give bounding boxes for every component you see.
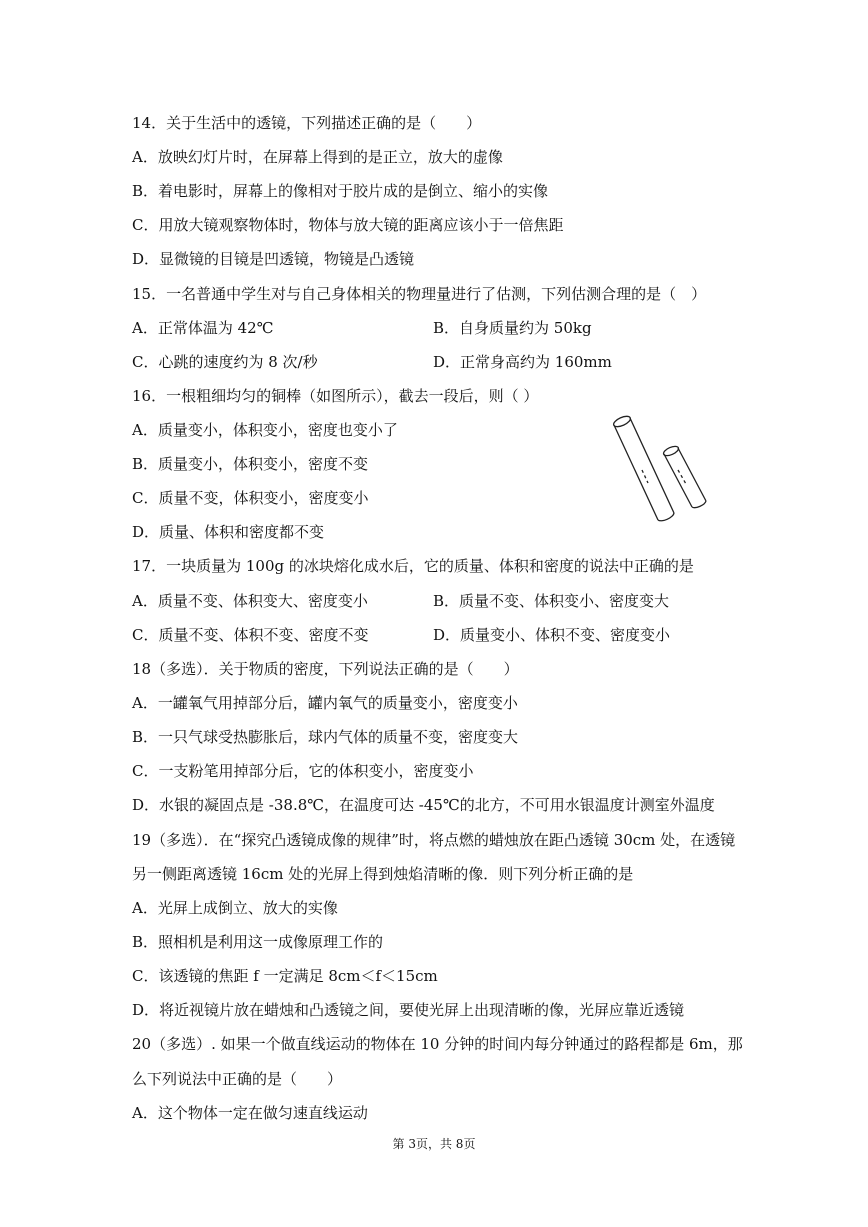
q14-option-a: A．放映幻灯片时，在屏幕上得到的是正立，放大的虚像 [132, 148, 503, 166]
q15-option-a: A．正常体温为 42℃ [132, 319, 274, 337]
q16-stem: 16．一根粗细均匀的铜棒（如图所示），截去一段后，则（ ） [132, 387, 539, 405]
q17-option-b: B．质量不变、体积变小、密度变大 [433, 592, 670, 610]
q17-option-a: A．质量不变、体积变大、密度变小 [132, 592, 368, 610]
q20-stem-cont: 么下列说法中正确的是（ ） [132, 1070, 343, 1088]
q16-option-a: A．质量变小，体积变小，密度也变小了 [132, 421, 398, 439]
q19-option-a: A．光屏上成倒立、放大的实像 [132, 899, 338, 917]
q20-option-a: A．这个物体一定在做匀速直线运动 [132, 1104, 368, 1122]
q14-option-b: B．着电影时，屏幕上的像相对于胶片成的是倒立、缩小的实像 [132, 182, 549, 200]
q16-option-c: C．质量不变，体积变小，密度变小 [132, 489, 369, 507]
q19-stem-cont: 另一侧距离透镜 16cm 处的光屏上得到烛焰清晰的像．则下列分析正确的是 [132, 865, 634, 883]
page-footer: 第 3页，共 8页 [392, 1137, 476, 1151]
q18-option-b: B．一只气球受热膨胀后，球内气体的质量不变，密度变大 [132, 728, 519, 746]
q17-option-c: C．质量不变、体积不变、密度不变 [132, 626, 369, 644]
q16-option-d: D．质量、体积和密度都不变 [132, 523, 325, 541]
q15-option-d: D．正常身高约为 160mm [433, 353, 612, 371]
q19-option-c: C．该透镜的焦距 f 一定满足 8cm＜f＜15cm [132, 967, 438, 985]
copper-rods-figure [606, 408, 726, 528]
q14-option-c: C．用放大镜观察物体时，物体与放大镜的距离应该小于一倍焦距 [132, 216, 564, 234]
q18-option-c: C．一支粉笔用掉部分后，它的体积变小，密度变小 [132, 762, 474, 780]
q15-option-b: B．自身质量约为 50kg [433, 319, 592, 337]
q18-option-a: A．一罐氧气用掉部分后，罐内氧气的质量变小，密度变小 [132, 694, 518, 712]
q18-option-d: D．水银的凝固点是 -38.8℃，在温度可达 -45℃的北方，不可用水银温度计测室外温度 [132, 796, 715, 814]
q18-stem: 18（多选）．关于物质的密度，下列说法正确的是（ ） [132, 660, 519, 678]
q15-stem: 15．一名普通中学生对与自己身体相关的物理量进行了估测，下列估测合理的是（ ） [132, 285, 707, 303]
q19-option-b: B．照相机是利用这一成像原理工作的 [132, 933, 384, 951]
q19-option-d: D．将近视镜片放在蜡烛和凸透镜之间，要使光屏上出现清晰的像，光屏应靠近透镜 [132, 1001, 685, 1019]
long-rod [612, 414, 674, 521]
q20-stem: 20（多选）. 如果一个做直线运动的物体在 10 分钟的时间内每分钟通过的路程都是 6m，那 [132, 1035, 743, 1053]
short-rod [662, 444, 706, 507]
q17-stem: 17．一块质量为 100g 的冰块熔化成水后，它的质量、体积和密度的说法中正确的是 [132, 557, 694, 575]
q17-option-d: D．质量变小、体积不变、密度变小 [433, 626, 671, 644]
q14-option-d: D．显微镜的目镜是凹透镜，物镜是凸透镜 [132, 250, 415, 268]
q19-stem: 19（多选）．在“探究凸透镜成像的规律”时，将点燃的蜡烛放在距凸透镜 30cm 处，在透镜 [132, 831, 736, 849]
q15-option-c: C．心跳的速度约为 8 次/秒 [132, 353, 318, 371]
q14-stem: 14．关于生活中的透镜，下列描述正确的是（ ） [132, 114, 482, 132]
q16-option-b: B．质量变小，体积变小，密度不变 [132, 455, 369, 473]
